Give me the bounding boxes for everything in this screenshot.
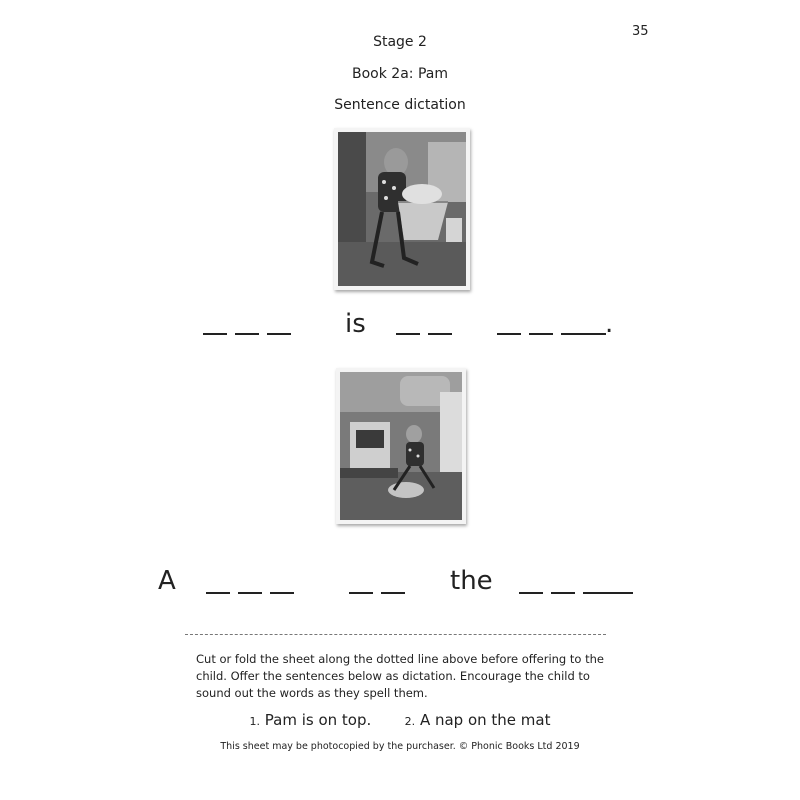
letter-blank — [396, 333, 420, 335]
word-the: the — [450, 566, 493, 596]
answer-1-text: Pam is on top. — [264, 711, 372, 729]
activity-title: Sentence dictation — [334, 97, 466, 113]
letter-blank — [583, 592, 633, 594]
letter-blank — [267, 333, 291, 335]
sentence-2-row — [0, 562, 800, 602]
letter-blank — [551, 592, 575, 594]
letter-blank — [428, 333, 452, 335]
letter-blank — [270, 592, 294, 594]
letter-blank — [561, 333, 606, 335]
letter-blank — [497, 333, 521, 335]
letter-blank — [203, 333, 227, 335]
book-title: Book 2a: Pam — [352, 66, 448, 82]
copyright-footer: This sheet may be photocopied by the purchaser. © Phonic Books Ltd 2019 — [220, 741, 580, 752]
sentence-1-row — [0, 305, 800, 345]
letter-blank — [519, 592, 543, 594]
page-number: 35 — [632, 24, 649, 39]
stage-heading: Stage 2 — [373, 34, 427, 50]
illustration-pam-sitting-by-book — [336, 368, 466, 524]
answer-2-number: 2. — [404, 715, 416, 728]
teacher-instructions: Cut or fold the sheet along the dotted line above before offering to the child. Offer the sentences below as dictation. Encourage the child to sound out the words as they spell them. — [196, 652, 604, 700]
letter-blank — [238, 592, 262, 594]
letter-blank — [529, 333, 553, 335]
answer-key — [0, 711, 800, 729]
word-is: is — [345, 309, 366, 339]
sentence-period: . — [605, 309, 614, 339]
illustration-pam-carrying-basket — [334, 128, 470, 290]
letter-blank — [381, 592, 405, 594]
letter-blank — [235, 333, 259, 335]
letter-blank — [206, 592, 230, 594]
answer-1-number: 1. — [249, 715, 260, 728]
cut-line — [185, 634, 606, 635]
answer-2-text: A nap on the mat — [419, 711, 551, 729]
letter-blank — [349, 592, 373, 594]
word-a: A — [158, 566, 176, 596]
